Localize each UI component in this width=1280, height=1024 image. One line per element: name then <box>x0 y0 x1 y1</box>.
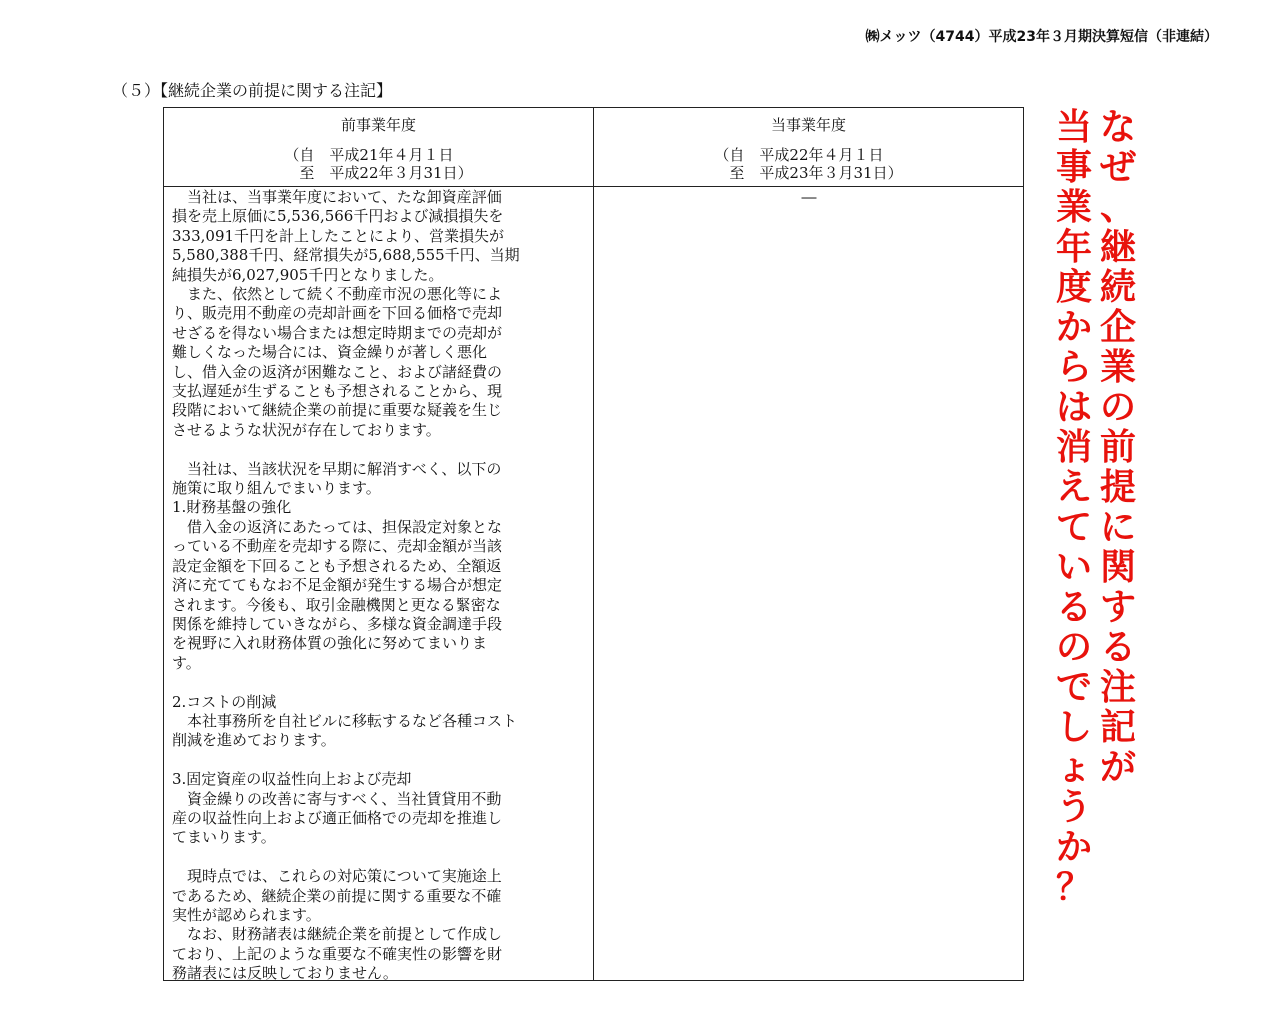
annotation-char: 関 <box>1099 547 1136 588</box>
note-line: 関係を維持していきながら、多様な資金調達手段 <box>172 614 503 633</box>
annotation-char: 継 <box>1099 227 1136 268</box>
annotation-char: な <box>1099 107 1136 148</box>
note-line: であるため、継続企業の前提に関する重要な不確 <box>172 886 502 905</box>
note-line: を視野に入れ財務体質の強化に努めてまいりま <box>172 634 488 653</box>
note-line: させるような状況が存在しております。 <box>172 420 441 439</box>
annotation-char: 記 <box>1099 707 1136 748</box>
annotation-char: 業 <box>1099 347 1136 388</box>
note-line: 借入金の返済にあたっては、担保設定対象とな <box>172 517 503 536</box>
note-line: 2.コストの削減 <box>172 692 277 711</box>
curr-period-from: （自 平成22年４月１日 <box>714 146 884 164</box>
annotation-char: ？ <box>1055 867 1092 908</box>
going-concern-note-table <box>163 107 1024 981</box>
annotation-char: う <box>1055 787 1092 828</box>
column-divider <box>593 108 594 980</box>
note-line: なお、財務諸表は継続企業を前提として作成し <box>172 925 503 944</box>
prev-period-to: 至 平成22年３月31日） <box>284 164 473 182</box>
annotation-char: す <box>1099 587 1136 628</box>
section-title: （５）【継続企業の前提に関する注記】 <box>112 81 393 100</box>
note-line: 施策に取り組んでまいります。 <box>172 479 381 498</box>
note-line: し、借入金の返済が困難なこと、および諸経費の <box>172 362 503 381</box>
prev-year-header <box>164 116 593 182</box>
annotation-char: 注 <box>1099 667 1136 708</box>
annotation-column <box>1098 108 1138 908</box>
header-divider <box>164 186 1023 187</box>
note-line: す。 <box>172 653 201 672</box>
annotation-char: 業 <box>1055 187 1092 228</box>
note-line: せざるを得ない場合または想定時期までの売却が <box>172 323 503 342</box>
curr-year-heading: 当事業年度 <box>770 116 846 134</box>
prev-period-from: （自 平成21年４月１日 <box>284 146 454 164</box>
note-line: 資金繰りの改善に寄与すべく、当社賃貸用不動 <box>172 789 502 808</box>
note-line: てまいります。 <box>172 828 276 847</box>
annotation-char: 、 <box>1099 187 1136 228</box>
note-line: 333,091千円を計上したことにより、営業損失が <box>172 226 505 245</box>
document-header: ㈱メッツ（4744）平成23年３月期決算短信（非連結） <box>865 29 1218 45</box>
curr-period-to: 至 平成23年３月31日） <box>714 164 903 182</box>
curr-year-period <box>714 146 902 182</box>
annotation-char: に <box>1099 507 1136 548</box>
annotation-char: 消 <box>1055 427 1092 468</box>
prev-year-heading: 前事業年度 <box>340 116 416 134</box>
note-line: 損を売上原価に5,536,566千円および減損損失を <box>172 207 504 226</box>
note-line: り、販売用不動産の売却計画を下回る価格で売却 <box>172 304 503 323</box>
curr-year-note-body: ― <box>801 188 817 206</box>
annotation-char: の <box>1055 627 1092 668</box>
note-line: 現時点では、これらの対応策について実施途上 <box>172 867 502 886</box>
note-line: 務諸表には反映しておりません。 <box>172 964 398 983</box>
annotation-char: 提 <box>1099 467 1136 508</box>
note-line: 3.固定資産の収益性向上および売却 <box>172 770 412 789</box>
annotation-char: ょ <box>1055 747 1092 788</box>
annotation-char: て <box>1055 507 1092 548</box>
annotation-char: か <box>1055 827 1092 868</box>
note-line: 段階において継続企業の前提に重要な疑義を生じ <box>172 401 503 420</box>
blank-line <box>172 848 582 867</box>
prev-year-note-body <box>172 188 582 984</box>
annotation-char: る <box>1099 627 1136 668</box>
annotation-char: 度 <box>1055 267 1092 308</box>
annotation-char: の <box>1099 387 1136 428</box>
note-line: 難しくなった場合には、資金繰りが著しく悪化 <box>172 343 488 362</box>
note-line: 純損失が6,027,905千円となりました。 <box>172 265 444 284</box>
annotation-char: が <box>1099 747 1136 788</box>
note-line: 産の収益性向上および適正価格での売却を推進し <box>172 808 503 827</box>
annotation-column <box>1054 108 1094 908</box>
red-annotation-question <box>1054 108 1138 908</box>
note-line: 設定金額を下回ることも予想されるため、全額返 <box>172 556 502 575</box>
annotation-char: い <box>1055 547 1092 588</box>
note-line: 済に充ててもなお不足金額が発生する場合が想定 <box>172 576 503 595</box>
annotation-char: 続 <box>1099 267 1136 308</box>
note-line: ており、上記のような重要な不確実性の影響を財 <box>172 944 503 963</box>
note-line: また、依然として続く不動産市況の悪化等によ <box>172 285 503 304</box>
annotation-char: ぜ <box>1099 147 1136 188</box>
prev-year-period <box>284 146 472 182</box>
annotation-char: ら <box>1055 347 1092 388</box>
note-line: 本社事務所を自社ビルに移転するなど各種コスト <box>172 711 518 730</box>
annotation-char: 事 <box>1055 147 1092 188</box>
note-line: 実性が認められます。 <box>172 905 321 924</box>
note-line: 1.財務基盤の強化 <box>172 498 292 517</box>
blank-line <box>172 673 582 692</box>
note-line: 当社は、当事業年度において、たな卸資産評価 <box>172 188 502 206</box>
annotation-char: 前 <box>1099 427 1136 468</box>
note-line: 当社は、当該状況を早期に解消すべく、以下の <box>172 459 502 478</box>
annotation-char: で <box>1055 667 1092 708</box>
annotation-char: し <box>1055 707 1092 748</box>
annotation-char: 企 <box>1099 307 1136 348</box>
blank-line <box>172 751 582 770</box>
note-line: 5,580,388千円、経常損失が5,688,555千円、当期 <box>172 246 520 265</box>
note-line: 削減を進めております。 <box>172 731 336 750</box>
annotation-char: か <box>1055 307 1092 348</box>
note-line: されます。今後も、取引金融機関と更なる緊密な <box>172 595 501 614</box>
annotation-char: 年 <box>1055 227 1092 268</box>
blank-line <box>172 440 582 459</box>
annotation-char: る <box>1055 587 1092 628</box>
annotation-char: え <box>1055 467 1092 508</box>
note-line: っている不動産を売却する際に、売却金額が当該 <box>172 537 503 556</box>
annotation-char: は <box>1055 387 1092 428</box>
annotation-char: 当 <box>1055 107 1092 148</box>
note-line: 支払遅延が生ずることも予想されることから、現 <box>172 382 503 401</box>
curr-year-header <box>594 116 1023 182</box>
